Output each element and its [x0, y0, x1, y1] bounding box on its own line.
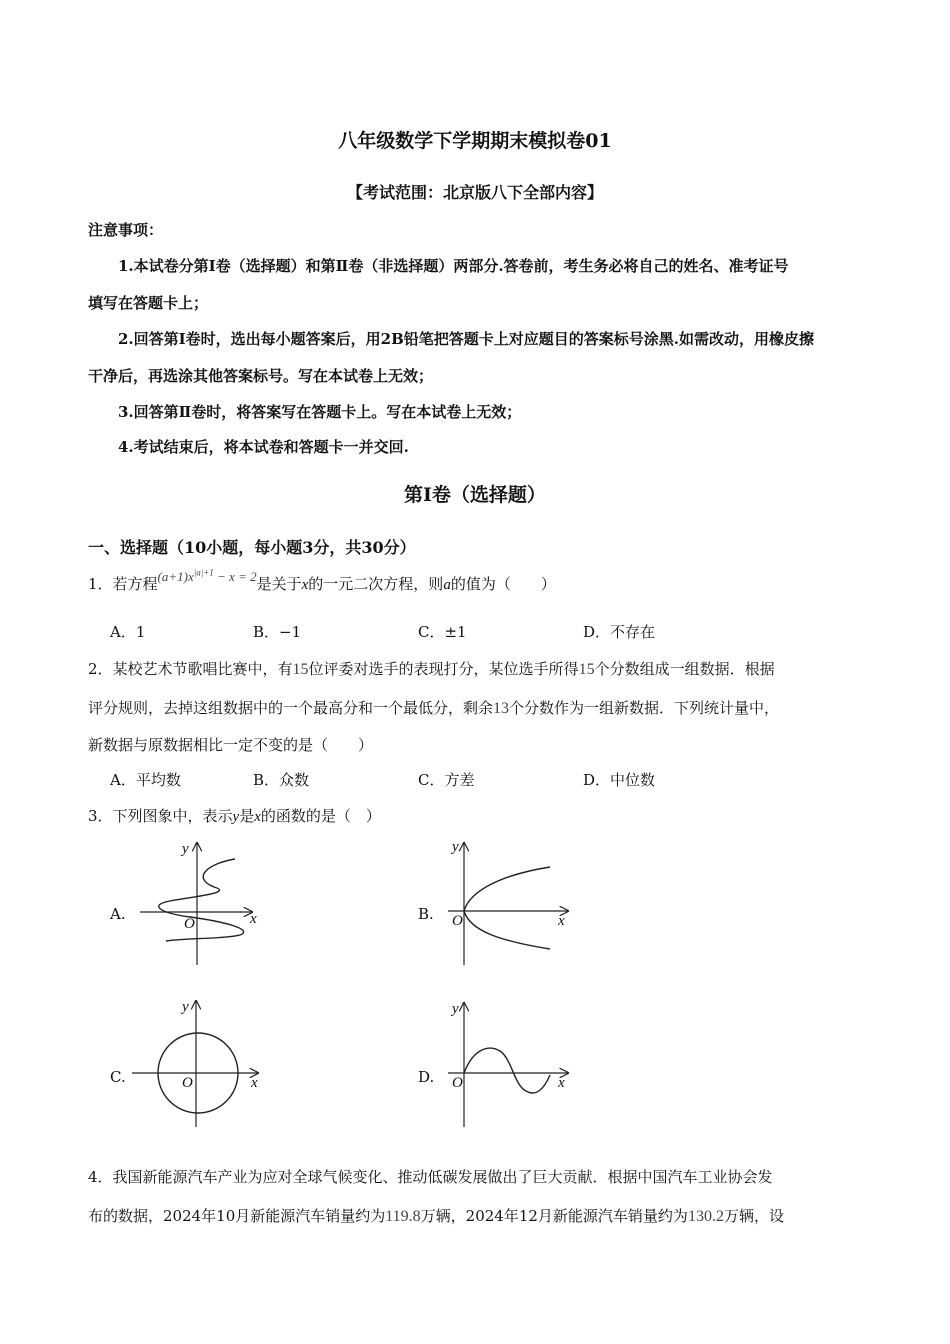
q2-option-c: C．方差 — [418, 771, 475, 789]
graph-a-curve — [159, 859, 244, 941]
q1-prefix: 1．若方程 — [88, 575, 158, 593]
graph-c — [130, 995, 270, 1130]
graph-d-y-label: y — [452, 1001, 459, 1017]
graph-a-label: A. — [110, 905, 126, 923]
graph-b-curve — [464, 867, 550, 949]
note-4: 4.考试结束后，将本试卷和答题卡一并交回. — [118, 438, 409, 456]
question-3: 3．下列图象中，表示y是x的函数的是（ ） — [88, 807, 381, 825]
note-2-line-1: 2.回答第Ⅰ卷时，选出每小题答案后，用2B铅笔把答题卡上对应题目的答案标号涂黑.如需改动，用橡皮擦 — [118, 330, 815, 348]
graph-b-origin: O — [452, 913, 463, 929]
graph-d-x-label: x — [558, 1075, 565, 1091]
q2-line-3: 新数据与原数据相比一定不变的是（ ） — [88, 736, 374, 754]
exam-scope: 【考试范围：北京版八下全部内容】 — [346, 183, 603, 202]
question-1: 1．若方程$(a+1)x^{|a|+1} - x = 2$是关于x的一元二次方程，则a的值为（ ） — [88, 567, 556, 593]
note-2-line-2: 干净后，再选涂其他答案标号。写在本试卷上无效； — [88, 367, 434, 385]
graph-c-y-label: y — [182, 999, 189, 1015]
graph-d — [440, 995, 580, 1130]
q2-option-a: A．平均数 — [110, 771, 181, 789]
graph-a — [130, 835, 270, 970]
q4-line-1: 4．我国新能源汽车产业为应对全球气候变化、推动低碳发展做出了巨大贡献．根据中国汽车工业协会发 — [88, 1168, 773, 1186]
graph-a-y-label: y — [182, 841, 189, 857]
q2-option-d: D．中位数 — [583, 771, 656, 789]
note-1-line-1: 1.本试卷分第Ⅰ卷（选择题）和第Ⅱ卷（非选择题）两部分.答卷前，考生务必将自己的姓名、准考证号 — [118, 257, 789, 275]
q1-option-b: B．−1 — [253, 623, 302, 641]
notes-heading: 注意事项： — [88, 221, 164, 239]
q1-option-a: A．1 — [110, 623, 146, 641]
q2-line-1: 2．某校艺术节歌唱比赛中，有15位评委对选手的表现打分，某位选手所得15个分数组成一组数据．根据 — [88, 660, 775, 678]
note-3: 3.回答第Ⅱ卷时，将答案写在答题卡上。写在本试卷上无效； — [118, 403, 522, 421]
part-title: 一、选择题（10小题，每小题3分，共30分） — [88, 538, 416, 557]
q4-line-2: 布的数据，2024年10月新能源汽车销量约为119.8万辆，2024年12月新能源汽车销量约为130.2万辆，设 — [88, 1207, 784, 1225]
q1-option-c: C．±1 — [418, 623, 467, 641]
graph-b-x-label: x — [558, 913, 565, 929]
graph-b-label: B. — [418, 905, 434, 923]
graph-c-label: C. — [110, 1068, 126, 1086]
note-1-line-2: 填写在答题卡上； — [88, 294, 209, 312]
page-title: 八年级数学下学期期末模拟卷01 — [338, 130, 612, 152]
q1-option-d: D．不存在 — [583, 623, 656, 641]
q1-equation: $(a+1)x^{|a|+1} - x = 2$ — [157, 567, 257, 584]
graph-b-y-label: y — [452, 839, 459, 855]
graph-b — [440, 835, 580, 970]
graph-d-curve — [464, 1048, 550, 1093]
q2-line-2: 评分规则，去掉这组数据中的一个最高分和一个最低分，剩余13个分数作为一组新数据．下列统计量中， — [88, 699, 780, 717]
graph-d-label: D. — [418, 1068, 435, 1086]
graph-d-origin: O — [452, 1075, 463, 1091]
graph-c-origin: O — [182, 1075, 193, 1091]
section-title: 第I卷（选择题） — [404, 484, 546, 506]
graph-a-origin: O — [184, 916, 195, 932]
graph-c-x-label: x — [251, 1075, 258, 1091]
q2-option-b: B．众数 — [253, 771, 310, 789]
graph-a-x-label: x — [250, 911, 257, 927]
